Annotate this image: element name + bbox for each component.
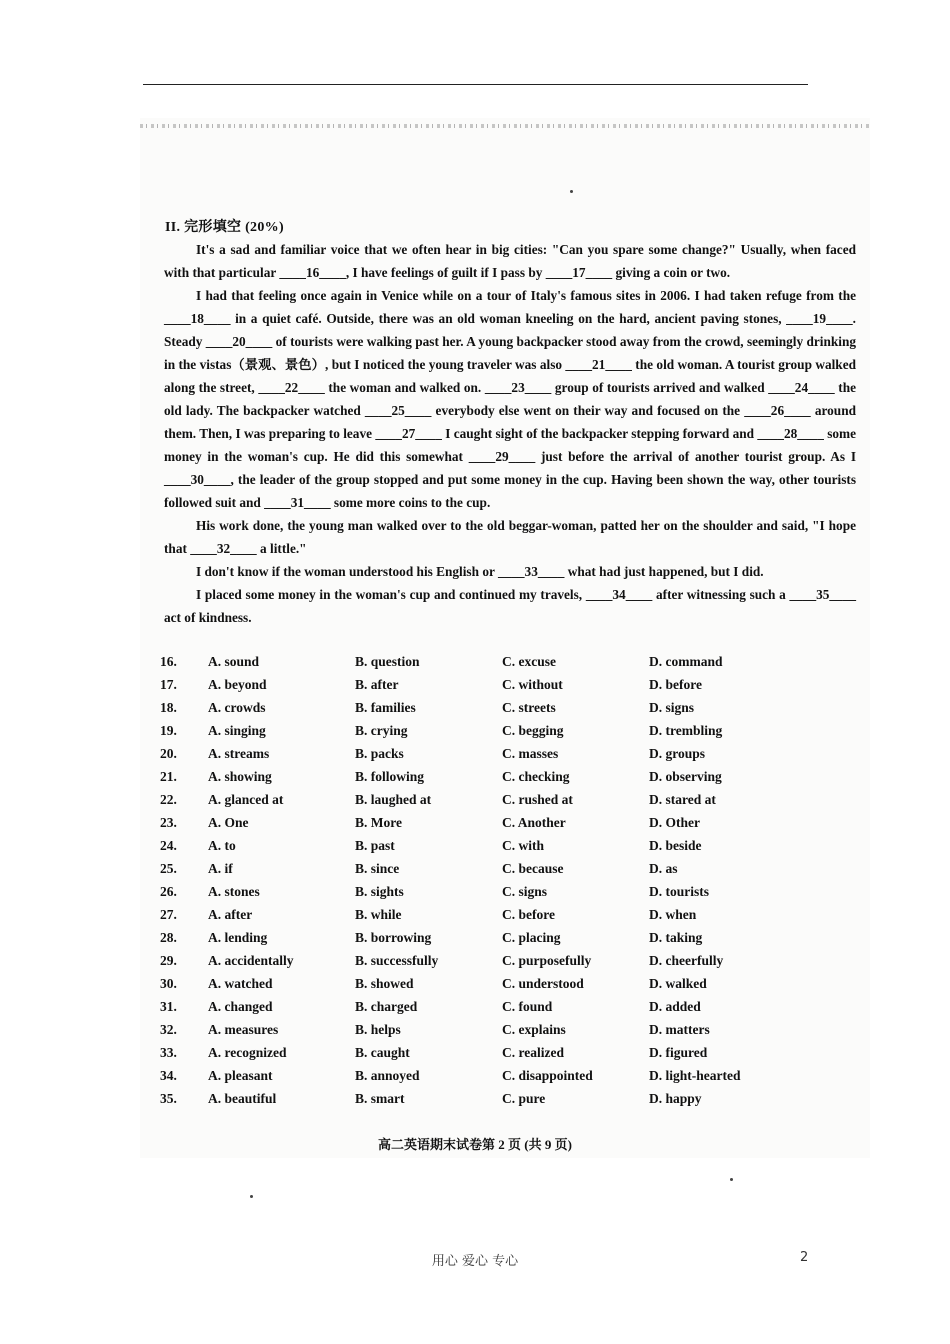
option-b: B. following: [355, 769, 425, 784]
question-number: 27.: [160, 907, 177, 922]
scan-noise-strip: [140, 124, 870, 128]
option-b: B. showed: [355, 976, 414, 991]
option-b: B. smart: [355, 1091, 405, 1106]
option-a: A. streams: [208, 746, 270, 761]
option-row: [160, 880, 860, 903]
question-number: 28.: [160, 930, 177, 945]
option-d: D. light-hearted: [649, 1068, 741, 1083]
option-b: B. successfully: [355, 953, 439, 968]
option-d: D. cheerfully: [649, 953, 724, 968]
option-c: C. masses: [502, 746, 559, 761]
option-c: C. signs: [502, 884, 548, 899]
option-d: D. beside: [649, 838, 702, 853]
option-a: A. accidentally: [208, 953, 294, 968]
option-b: B. after: [355, 677, 399, 692]
passage-paragraph: I had that feeling once again in Venice while on a tour of Italy's famous sites in 2006. I had taken refuge from the ____18____ in a quiet café. Outside, there was an old woman kneeling on the hard, ancient paving stones, ____19____. Steady ____20____ of tourists were walking past her. A young backpacker stood away from the crowd, seemingly drinking in the vistas（景观、景色）, but I noticed the young traveler was also ____21____ the old woman. A tourist group walked along the street, ____22____ the woman and walked on. ____23____ group of tourists arrived and walked ____24____ the old lady. The backpacker watched ____25____ everybody else went on their way and focused on the ____26____ around them. Then, I was preparing to leave ____27____ I caught sight of the backpacker stepping forward and ____28____ some money in the woman's cup. He did this somewhat ____29____ just before the arrival of another tourist group. As I ____30____, the leader of the group stopped and put some money in the cup. Having been shown the way, other tourists followed suit and ____31____ some more coins to the cup.: [164, 288, 856, 510]
option-b: B. annoyed: [355, 1068, 420, 1083]
passage-paragraph: I don't know if the woman understood his English or ____33____ what had just happened, but I did.: [196, 564, 764, 579]
option-c: C. understood: [502, 976, 584, 991]
option-a: A. One: [208, 815, 249, 830]
option-row: [160, 903, 860, 926]
option-d: D. before: [649, 677, 702, 692]
scan-speck: [730, 1178, 733, 1181]
option-d: D. Other: [649, 815, 700, 830]
option-b: B. since: [355, 861, 400, 876]
option-a: A. measures: [208, 1022, 279, 1037]
header-rule: [143, 84, 808, 85]
option-row: [160, 742, 860, 765]
option-d: D. as: [649, 861, 678, 876]
option-a: A. recognized: [208, 1045, 287, 1060]
question-number: 21.: [160, 769, 177, 784]
option-d: D. matters: [649, 1022, 710, 1037]
footer-motto: 用心 爱心 专心: [431, 1254, 519, 1269]
question-number: 18.: [160, 700, 177, 715]
option-d: D. command: [649, 654, 723, 669]
option-row: [160, 1041, 860, 1064]
option-row: [160, 1064, 860, 1087]
option-row: [160, 719, 860, 742]
option-c: C. realized: [502, 1045, 564, 1060]
passage-paragraph: It's a sad and familiar voice that we often hear in big cities: "Can you spare some change?" Usually, when faced with that particular ____16____, I have feelings of guilt if I pass by ____17____ giving a coin or two.: [164, 242, 856, 280]
option-row: [160, 995, 860, 1018]
option-c: C. Another: [502, 815, 566, 830]
option-a: A. glanced at: [208, 792, 284, 807]
option-a: A. beyond: [208, 677, 267, 692]
option-a: A. sound: [208, 654, 260, 669]
option-b: B. borrowing: [355, 930, 432, 945]
option-a: A. changed: [208, 999, 273, 1014]
option-a: A. to: [208, 838, 236, 853]
question-number: 30.: [160, 976, 177, 991]
question-number: 31.: [160, 999, 177, 1014]
option-b: B. packs: [355, 746, 404, 761]
scan-speck: [570, 190, 573, 193]
question-number: 24.: [160, 838, 177, 853]
option-c: C. pure: [502, 1091, 546, 1106]
question-number: 22.: [160, 792, 177, 807]
option-b: B. More: [355, 815, 402, 830]
option-a: A. stones: [208, 884, 260, 899]
option-c: C. found: [502, 999, 553, 1014]
scan-speck: [250, 1195, 253, 1198]
option-d: D. trembling: [649, 723, 723, 738]
option-a: A. if: [208, 861, 233, 876]
option-d: D. when: [649, 907, 697, 922]
option-c: C. because: [502, 861, 564, 876]
option-row: [160, 834, 860, 857]
option-d: D. tourists: [649, 884, 709, 899]
section-title: II. 完形填空 (20%): [165, 220, 284, 235]
question-number: 35.: [160, 1091, 177, 1106]
option-a: A. showing: [208, 769, 272, 784]
option-b: B. charged: [355, 999, 418, 1014]
question-number: 20.: [160, 746, 177, 761]
option-b: B. helps: [355, 1022, 401, 1037]
question-number: 19.: [160, 723, 177, 738]
option-c: C. rushed at: [502, 792, 573, 807]
option-c: C. streets: [502, 700, 556, 715]
question-number: 23.: [160, 815, 177, 830]
option-a: A. after: [208, 907, 253, 922]
option-a: A. singing: [208, 723, 266, 738]
passage-paragraph: I placed some money in the woman's cup and continued my travels, ____34____ after witnessing such a ____35____ act of kindness.: [164, 587, 856, 625]
option-c: C. explains: [502, 1022, 566, 1037]
question-number: 26.: [160, 884, 177, 899]
question-number: 34.: [160, 1068, 177, 1083]
option-a: A. watched: [208, 976, 273, 991]
option-c: C. disappointed: [502, 1068, 593, 1083]
option-b: B. laughed at: [355, 792, 432, 807]
question-number: 32.: [160, 1022, 177, 1037]
question-number: 33.: [160, 1045, 177, 1060]
option-d: D. taking: [649, 930, 703, 945]
option-d: D. observing: [649, 769, 722, 784]
option-b: B. crying: [355, 723, 408, 738]
option-c: C. without: [502, 677, 563, 692]
options-table: [160, 650, 860, 1110]
option-b: B. question: [355, 654, 420, 669]
question-number: 25.: [160, 861, 177, 876]
exam-page-footer: 高二英语期末试卷第 2 页 (共 9 页): [378, 1137, 572, 1152]
option-a: A. beautiful: [208, 1091, 277, 1106]
option-c: C. excuse: [502, 654, 556, 669]
question-number: 17.: [160, 677, 177, 692]
option-c: C. before: [502, 907, 555, 922]
question-number: 29.: [160, 953, 177, 968]
option-c: C. purposefully: [502, 953, 592, 968]
option-row: [160, 673, 860, 696]
question-number: 16.: [160, 654, 177, 669]
option-d: D. happy: [649, 1091, 702, 1106]
option-b: B. while: [355, 907, 402, 922]
option-b: B. past: [355, 838, 395, 853]
option-b: B. sights: [355, 884, 404, 899]
option-b: B. families: [355, 700, 416, 715]
option-row: [160, 949, 860, 972]
option-c: C. with: [502, 838, 545, 853]
option-row: [160, 788, 860, 811]
cloze-passage: [164, 238, 856, 629]
option-row: [160, 972, 860, 995]
option-row: [160, 696, 860, 719]
option-d: D. signs: [649, 700, 695, 715]
option-c: C. checking: [502, 769, 570, 784]
option-d: D. stared at: [649, 792, 716, 807]
option-d: D. added: [649, 999, 701, 1014]
option-a: A. pleasant: [208, 1068, 273, 1083]
option-row: [160, 811, 860, 834]
option-d: D. figured: [649, 1045, 708, 1060]
option-row: [160, 1018, 860, 1041]
option-row: [160, 650, 860, 673]
option-b: B. caught: [355, 1045, 410, 1060]
option-d: D. groups: [649, 746, 706, 761]
option-row: [160, 1087, 860, 1110]
option-row: [160, 926, 860, 949]
option-c: C. begging: [502, 723, 564, 738]
page-number: 2: [800, 1250, 809, 1265]
option-row: [160, 765, 860, 788]
option-a: A. crowds: [208, 700, 266, 715]
option-a: A. lending: [208, 930, 268, 945]
option-c: C. placing: [502, 930, 561, 945]
option-d: D. walked: [649, 976, 707, 991]
option-row: [160, 857, 860, 880]
passage-paragraph: His work done, the young man walked over to the old beggar-woman, patted her on the shoulder and said, "I hope that ____32____ a little.": [164, 518, 856, 556]
